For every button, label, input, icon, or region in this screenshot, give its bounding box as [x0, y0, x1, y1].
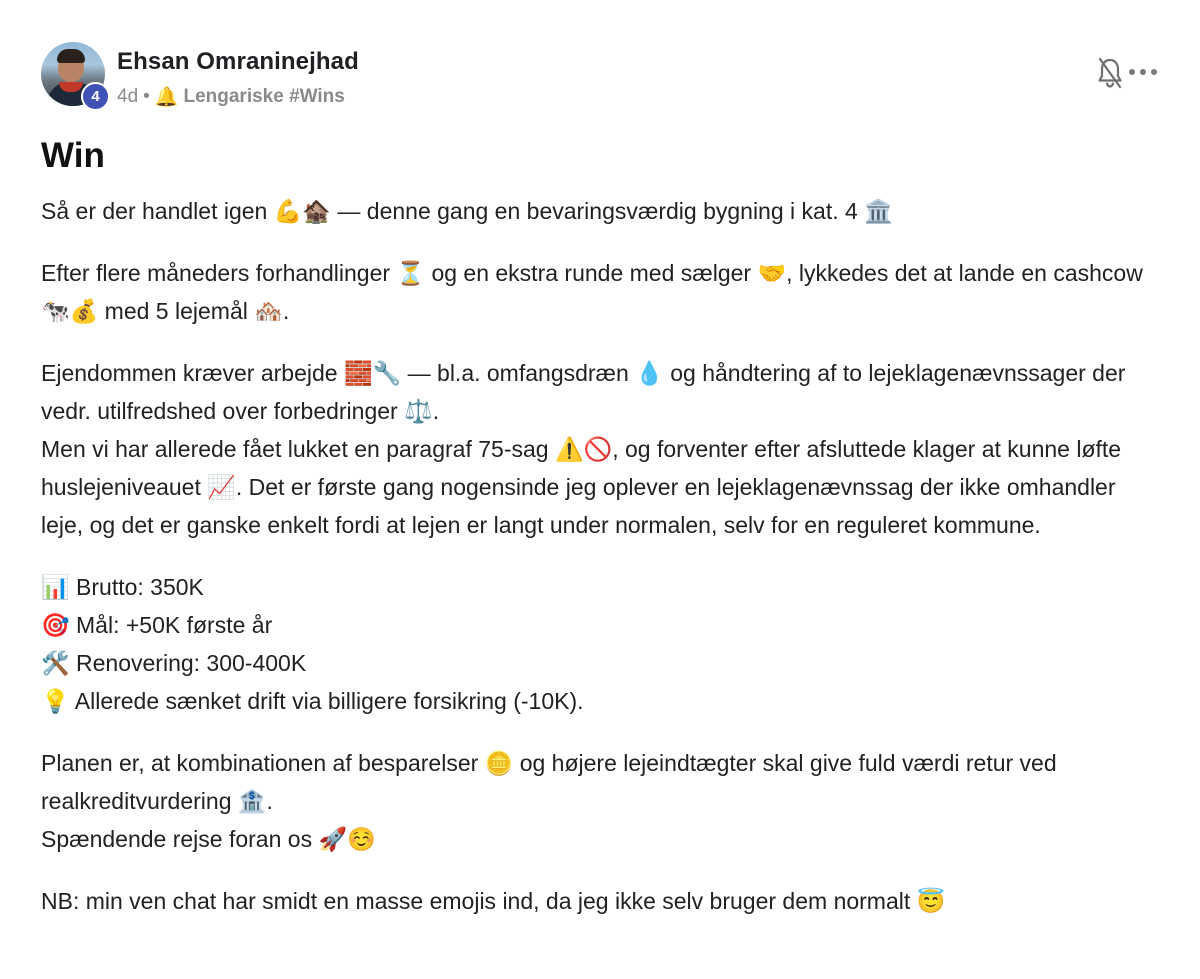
stat-line-brutto: 📊 Brutto: 350K [41, 574, 204, 600]
bell-off-icon[interactable] [1095, 56, 1125, 90]
stat-line-goal: 🎯 Mål: +50K første år [41, 612, 273, 638]
post-title: Win [41, 136, 105, 175]
more-dot [1129, 69, 1135, 75]
post-paragraph: Så er der handlet igen 💪🏚️ — denne gang en bevaringsværdig bygning i kat. 4 🏛️ [41, 198, 893, 224]
category-icon: 🔔 [154, 87, 179, 108]
post-category[interactable]: Lengariske #Wins [183, 86, 345, 107]
stat-line-insurance: 💡 Allerede sænket drift via billigere forsikring (-10K). [41, 688, 584, 714]
more-dot [1140, 69, 1146, 75]
meta-separator: • [143, 86, 150, 107]
post-paragraph: NB: min ven chat har smidt en masse emojis ind, da jeg ikke selv bruger dem normalt 😇 [41, 888, 946, 914]
post-meta [117, 85, 345, 109]
avatar-hair-shape [57, 49, 85, 63]
post-paragraph: Efter flere måneders forhandlinger ⏳ og en ekstra runde med sælger 🤝, lykkedes det at lande en cashcow 🐄💰 med 5 lejemål 🏘️. [41, 260, 1143, 324]
level-badge: 4 [81, 82, 110, 111]
author-name[interactable]: Ehsan Omraninejhad [117, 48, 359, 75]
post-time: 4d [117, 86, 139, 107]
more-options-button[interactable] [1126, 62, 1160, 82]
post-body [41, 192, 1160, 920]
more-dot [1151, 69, 1157, 75]
post-paragraph: Spændende rejse foran os 🚀☺️ [41, 826, 376, 852]
bell-off-svg [1095, 56, 1125, 90]
post-paragraph: Planen er, at kombinationen af besparelser 🪙 og højere lejeindtægter skal give fuld værdi retur ved realkreditvurdering 🏦. [41, 750, 1057, 814]
post-paragraph: Ejendommen kræver arbejde 🧱🔧 — bl.a. omfangsdræn 💧 og håndtering af to lejeklagenævnssager der vedr. utilfredshed over forbedringer ⚖️. [41, 360, 1126, 424]
post-header [41, 42, 1160, 112]
post-paragraph: Men vi har allerede fået lukket en paragraf 75-sag ⚠️🚫, og forventer efter afsluttede klager at kunne løfte huslejeniveauet 📈. Det er første gang nogensinde jeg oplever en lejeklagenævnssag der ikke omhandler leje, og det er ganske enkelt fordi at lejen er langt under normalen, selv for en reguleret kommune. [41, 436, 1122, 538]
stat-line-renovation: 🛠️ Renovering: 300-400K [41, 650, 307, 676]
